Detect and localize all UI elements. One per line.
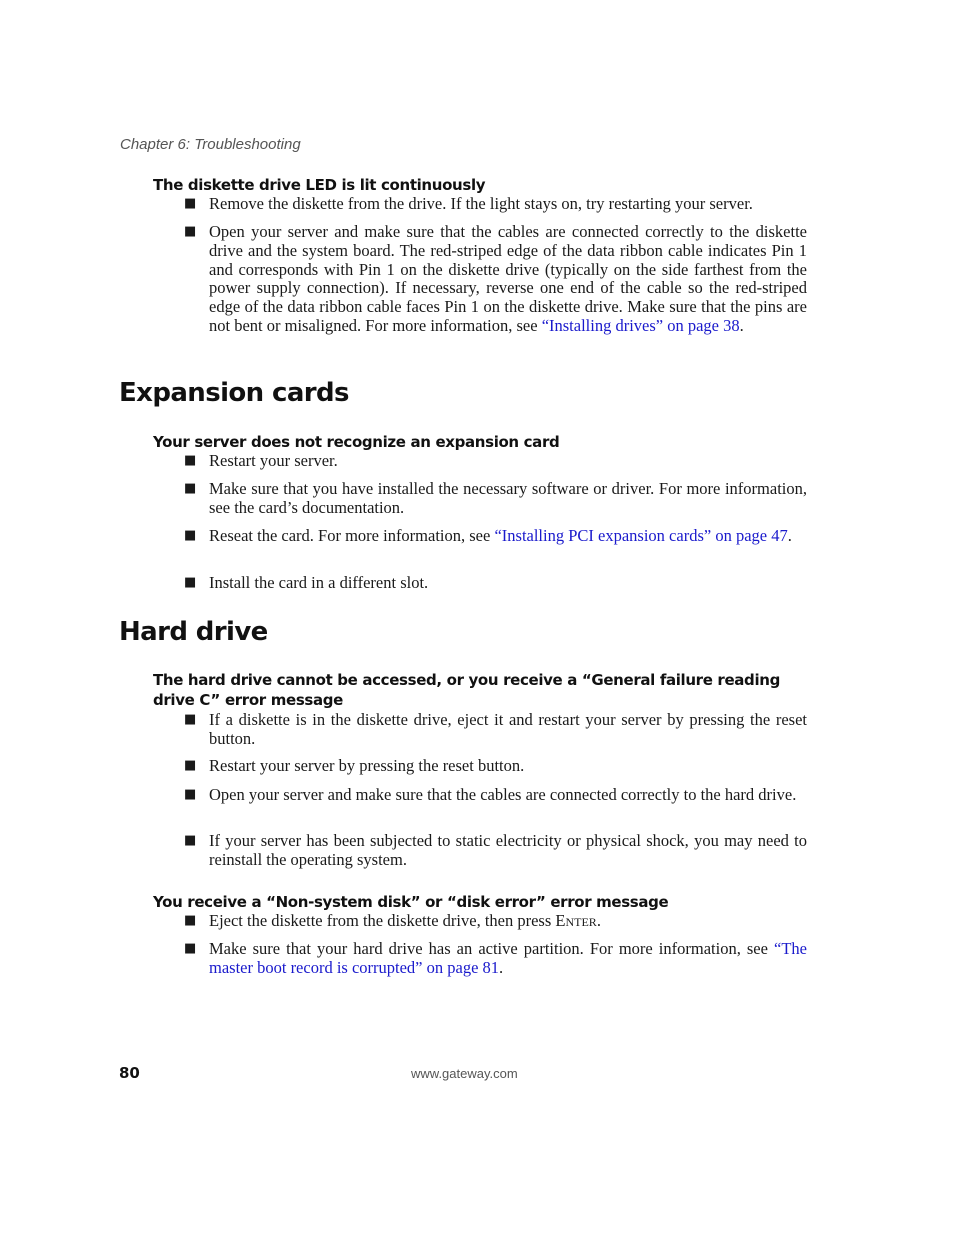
list-item: [184, 527, 807, 546]
heading-hard-drive: Hard drive: [119, 617, 268, 647]
list-item-text-end: .: [596, 911, 601, 930]
list-item-text-end: .: [739, 315, 744, 335]
key-enter: Enter: [555, 911, 597, 930]
list-item: [184, 832, 807, 870]
bullet-icon: ■: [184, 481, 197, 496]
bullet-icon: ■: [184, 196, 197, 211]
list-item-text-end: .: [787, 526, 792, 545]
list-item: [184, 223, 807, 336]
bullet-icon: ■: [184, 941, 197, 956]
list-item-text: Open your server and make sure that the cables are connected correctly to the hard drive.: [209, 785, 797, 804]
running-head: Chapter 6: Troubleshooting: [120, 136, 301, 153]
bullet-icon: ■: [184, 913, 197, 928]
bullet-icon: ■: [184, 758, 197, 773]
list-item-text: Remove the diskette from the drive. If the light stays on, try restarting your server.: [209, 194, 753, 213]
link-installing-pci-cards[interactable]: “Installing PCI expansion cards” on page 47: [494, 526, 788, 545]
bullet-icon: ■: [184, 833, 197, 848]
bullet-icon: ■: [184, 575, 197, 590]
list-item: [184, 452, 807, 471]
footer-url: www.gateway.com: [411, 1066, 518, 1081]
subheading-expansion-card-not-recognized: Your server does not recognize an expansion card: [153, 433, 560, 451]
list-item: [184, 480, 807, 518]
bullet-icon: ■: [184, 712, 197, 727]
list-item-text: [209, 912, 807, 931]
list-item-text: If your server has been subjected to static electricity or physical shock, you may need to reinstall the operating system.: [209, 831, 807, 869]
list-item-text: Restart your server.: [209, 451, 338, 470]
bullet-icon: ■: [184, 528, 197, 543]
list-item: [184, 786, 807, 805]
list-item-text-body: Reseat the card. For more information, see: [209, 526, 495, 545]
subheading-diskette-led: The diskette drive LED is lit continuously: [153, 176, 486, 194]
list-item: [184, 912, 807, 931]
list-item-text-body: Make sure that your hard drive has an active partition. For more information, see: [209, 939, 775, 958]
list-item-text: [209, 527, 807, 546]
list-item-text-end: .: [499, 957, 504, 977]
list-item-text: Install the card in a different slot.: [209, 573, 429, 592]
list-item-text: Make sure that you have installed the necessary software or driver. For more information, see the card’s documentation.: [209, 479, 807, 517]
link-master-boot-record[interactable]: “The master boot record is corrupted” on page 81: [209, 939, 807, 977]
bullet-icon: ■: [184, 453, 197, 468]
list-item-text: [209, 940, 807, 978]
bullet-icon: ■: [184, 224, 197, 239]
list-item-text-body: Eject the diskette from the diskette drive, then press: [209, 911, 556, 930]
bullet-icon: ■: [184, 787, 197, 802]
list-item: [184, 757, 807, 776]
heading-expansion-cards: Expansion cards: [119, 378, 349, 408]
list-item: [184, 574, 807, 593]
list-item: [184, 711, 807, 749]
list-item-text: If a diskette is in the diskette drive, eject it and restart your server by pressing the reset button.: [209, 710, 807, 748]
list-item: [184, 940, 807, 978]
page-number: 80: [119, 1064, 140, 1082]
subheading-non-system-disk: You receive a “Non-system disk” or “disk error” error message: [153, 893, 669, 911]
list-item-text-body: Open your server and make sure that the cables are connected correctly to the diskette drive and the system board. The red-striped edge of the data ribbon cable indicates Pin 1 and corresponds with Pin 1 on the diskette drive (typically on the side farthest from the power supply connection). If necessary, reverse one end of the cable so the red-striped edge of the data ribbon cable faces Pin 1 on the diskette drive. Make sure that the pins are not bent or misaligned. For more information, see: [209, 222, 807, 335]
link-installing-drives[interactable]: “Installing drives” on page 38: [541, 315, 740, 335]
list-item: [184, 195, 807, 214]
subheading-hard-drive-access: The hard drive cannot be accessed, or you receive a “General failure reading drive C” error message: [153, 671, 780, 709]
list-item-text: [209, 223, 807, 336]
list-item-text: Restart your server by pressing the reset button.: [209, 756, 525, 775]
